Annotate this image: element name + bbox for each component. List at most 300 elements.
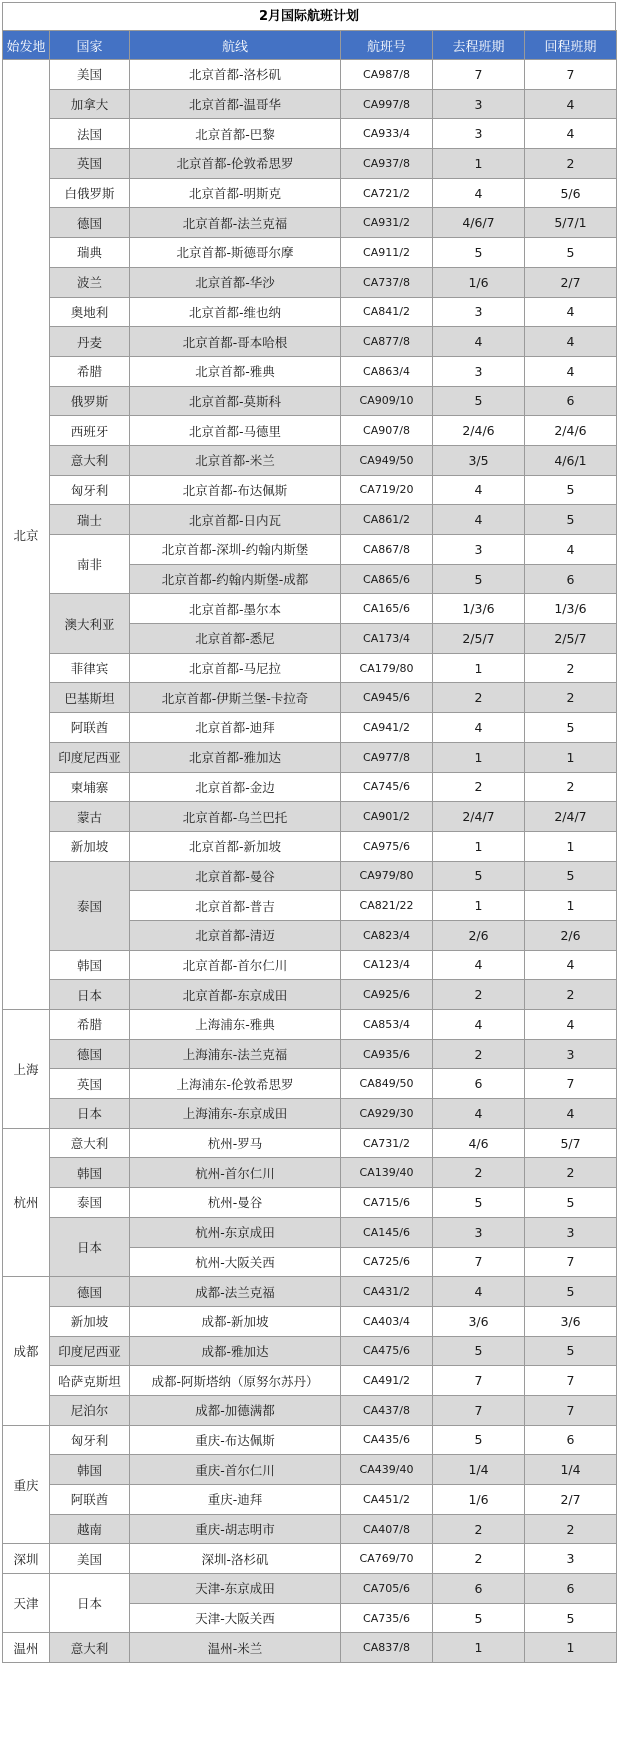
return-days-cell: 1: [525, 742, 617, 772]
outbound-days-cell: 7: [433, 1247, 525, 1277]
route-cell: 北京首都-布达佩斯: [130, 475, 341, 505]
flight-number-cell: CA439/40: [341, 1455, 433, 1485]
outbound-days-cell: 1/6: [433, 1485, 525, 1515]
return-days-cell: 2: [525, 683, 617, 713]
return-days-cell: 5: [525, 505, 617, 535]
table-row: [3, 1425, 617, 1455]
return-days-cell: 2: [525, 772, 617, 802]
table-row: [3, 1455, 617, 1485]
origin-cell: 天津: [3, 1574, 50, 1633]
country-cell: 阿联酋: [50, 1485, 130, 1515]
country-cell: 越南: [50, 1514, 130, 1544]
return-days-cell: 5/6: [525, 178, 617, 208]
outbound-days-cell: 2: [433, 1039, 525, 1069]
return-days-cell: 5: [525, 1336, 617, 1366]
route-cell: 北京首都-悉尼: [130, 624, 341, 654]
flight-number-cell: CA475/6: [341, 1336, 433, 1366]
country-cell: 英国: [50, 1069, 130, 1099]
table-row: [3, 1366, 617, 1396]
outbound-days-cell: 3: [433, 89, 525, 119]
outbound-days-cell: 5: [433, 861, 525, 891]
flight-number-cell: CA403/4: [341, 1306, 433, 1336]
outbound-days-cell: 5: [433, 1336, 525, 1366]
country-cell: 印度尼西亚: [50, 742, 130, 772]
outbound-days-cell: 5: [433, 1188, 525, 1218]
table-row: [3, 386, 617, 416]
country-cell: 白俄罗斯: [50, 178, 130, 208]
country-cell: 意大利: [50, 445, 130, 475]
route-cell: 杭州-东京成田: [130, 1217, 341, 1247]
return-days-cell: 2/5/7: [525, 624, 617, 654]
route-cell: 北京首都-法兰克福: [130, 208, 341, 238]
route-cell: 北京首都-金边: [130, 772, 341, 802]
country-cell: 意大利: [50, 1128, 130, 1158]
origin-cell: 温州: [3, 1633, 50, 1663]
country-cell: 尼泊尔: [50, 1395, 130, 1425]
flight-number-cell: CA737/8: [341, 267, 433, 297]
flight-number-cell: CA909/10: [341, 386, 433, 416]
flight-number-cell: CA949/50: [341, 445, 433, 475]
country-cell: 瑞典: [50, 238, 130, 268]
outbound-days-cell: 2: [433, 980, 525, 1010]
outbound-days-cell: 5: [433, 238, 525, 268]
country-cell: 匈牙利: [50, 1425, 130, 1455]
return-days-cell: 2: [525, 1514, 617, 1544]
origin-cell: 北京: [3, 60, 50, 1010]
flight-number-cell: CA933/4: [341, 119, 433, 149]
country-cell: 丹麦: [50, 327, 130, 357]
country-cell: 德国: [50, 208, 130, 238]
country-cell: 菲律宾: [50, 653, 130, 683]
route-cell: 北京首都-巴黎: [130, 119, 341, 149]
outbound-days-cell: 4: [433, 1277, 525, 1307]
country-cell: 俄罗斯: [50, 386, 130, 416]
return-days-cell: 5: [525, 1603, 617, 1633]
route-cell: 北京首都-迪拜: [130, 713, 341, 743]
table-row: [3, 356, 617, 386]
flight-number-cell: CA863/4: [341, 356, 433, 386]
outbound-days-cell: 4: [433, 950, 525, 980]
country-cell: 美国: [50, 1544, 130, 1574]
country-cell: 希腊: [50, 356, 130, 386]
country-cell: 西班牙: [50, 416, 130, 446]
return-days-cell: 1: [525, 891, 617, 921]
flight-number-cell: CA139/40: [341, 1158, 433, 1188]
outbound-days-cell: 2: [433, 772, 525, 802]
outbound-days-cell: 3: [433, 1217, 525, 1247]
outbound-days-cell: 1/4: [433, 1455, 525, 1485]
outbound-days-cell: 1/6: [433, 267, 525, 297]
table-row: [3, 772, 617, 802]
flight-number-cell: CA865/6: [341, 564, 433, 594]
outbound-days-cell: 3/5: [433, 445, 525, 475]
table-row: [3, 60, 617, 90]
outbound-days-cell: 2: [433, 1544, 525, 1574]
table-row: [3, 1128, 617, 1158]
return-days-cell: 5: [525, 1277, 617, 1307]
page-title: 2月国际航班计划: [2, 2, 616, 30]
flight-number-cell: CA935/6: [341, 1039, 433, 1069]
route-cell: 北京首都-维也纳: [130, 297, 341, 327]
route-cell: 北京首都-明斯克: [130, 178, 341, 208]
table-row: [3, 713, 617, 743]
flight-number-cell: CA715/6: [341, 1188, 433, 1218]
flight-number-cell: CA907/8: [341, 416, 433, 446]
table-row: [3, 594, 617, 624]
flight-number-cell: CA407/8: [341, 1514, 433, 1544]
flight-number-cell: CA911/2: [341, 238, 433, 268]
country-cell: 德国: [50, 1277, 130, 1307]
table-row: [3, 1544, 617, 1574]
flight-number-cell: CA925/6: [341, 980, 433, 1010]
outbound-days-cell: 3: [433, 535, 525, 565]
flight-number-cell: CA735/6: [341, 1603, 433, 1633]
return-days-cell: 7: [525, 1395, 617, 1425]
outbound-days-cell: 1: [433, 831, 525, 861]
return-days-cell: 3: [525, 1544, 617, 1574]
route-cell: 深圳-洛杉矶: [130, 1544, 341, 1574]
origin-cell: 深圳: [3, 1544, 50, 1574]
return-days-cell: 2/6: [525, 920, 617, 950]
country-cell: 希腊: [50, 1010, 130, 1040]
route-cell: 重庆-布达佩斯: [130, 1425, 341, 1455]
outbound-days-cell: 4: [433, 327, 525, 357]
table-row: [3, 149, 617, 179]
route-cell: 重庆-首尔仁川: [130, 1455, 341, 1485]
table-row: [3, 653, 617, 683]
country-cell: 新加坡: [50, 1306, 130, 1336]
return-days-cell: 1: [525, 831, 617, 861]
flight-number-cell: CA987/8: [341, 60, 433, 90]
country-cell: 日本: [50, 980, 130, 1010]
country-cell: 波兰: [50, 267, 130, 297]
flight-number-cell: CA769/70: [341, 1544, 433, 1574]
route-cell: 上海浦东-法兰克福: [130, 1039, 341, 1069]
outbound-days-cell: 2/5/7: [433, 624, 525, 654]
route-cell: 成都-加德满都: [130, 1395, 341, 1425]
table-row: [3, 208, 617, 238]
header-outbound-days: 去程班期: [433, 31, 525, 60]
outbound-days-cell: 6: [433, 1069, 525, 1099]
return-days-cell: 4: [525, 89, 617, 119]
flight-number-cell: CA979/80: [341, 861, 433, 891]
table-row: [3, 416, 617, 446]
table-row: [3, 831, 617, 861]
outbound-days-cell: 4: [433, 475, 525, 505]
table-row: [3, 1277, 617, 1307]
outbound-days-cell: 2/6: [433, 920, 525, 950]
country-cell: 哈萨克斯坦: [50, 1366, 130, 1396]
country-cell: 瑞士: [50, 505, 130, 535]
route-cell: 北京首都-斯德哥尔摩: [130, 238, 341, 268]
country-cell: 英国: [50, 149, 130, 179]
flight-number-cell: CA725/6: [341, 1247, 433, 1277]
outbound-days-cell: 2/4/7: [433, 802, 525, 832]
return-days-cell: 6: [525, 564, 617, 594]
route-cell: 北京首都-乌兰巴托: [130, 802, 341, 832]
route-cell: 上海浦东-东京成田: [130, 1099, 341, 1129]
return-days-cell: 4: [525, 950, 617, 980]
outbound-days-cell: 2/4/6: [433, 416, 525, 446]
return-days-cell: 2: [525, 149, 617, 179]
country-cell: 蒙古: [50, 802, 130, 832]
header-flight-number: 航班号: [341, 31, 433, 60]
outbound-days-cell: 2: [433, 683, 525, 713]
table-row: [3, 119, 617, 149]
return-days-cell: 2: [525, 980, 617, 1010]
route-cell: 北京首都-雅典: [130, 356, 341, 386]
route-cell: 北京首都-深圳-约翰内斯堡: [130, 535, 341, 565]
outbound-days-cell: 4/6: [433, 1128, 525, 1158]
route-cell: 杭州-曼谷: [130, 1188, 341, 1218]
route-cell: 北京首都-米兰: [130, 445, 341, 475]
route-cell: 上海浦东-伦敦希思罗: [130, 1069, 341, 1099]
route-cell: 北京首都-普吉: [130, 891, 341, 921]
country-cell: 阿联酋: [50, 713, 130, 743]
table-row: [3, 1099, 617, 1129]
outbound-days-cell: 5: [433, 1603, 525, 1633]
return-days-cell: 4: [525, 1010, 617, 1040]
return-days-cell: 1/3/6: [525, 594, 617, 624]
return-days-cell: 7: [525, 60, 617, 90]
route-cell: 北京首都-约翰内斯堡-成都: [130, 564, 341, 594]
outbound-days-cell: 4: [433, 505, 525, 535]
return-days-cell: 2/7: [525, 267, 617, 297]
route-cell: 成都-雅加达: [130, 1336, 341, 1366]
route-cell: 北京首都-墨尔本: [130, 594, 341, 624]
table-row: [3, 297, 617, 327]
flight-number-cell: CA977/8: [341, 742, 433, 772]
country-cell: 加拿大: [50, 89, 130, 119]
flight-number-cell: CA731/2: [341, 1128, 433, 1158]
table-row: [3, 267, 617, 297]
outbound-days-cell: 1: [433, 742, 525, 772]
flight-number-cell: CA145/6: [341, 1217, 433, 1247]
route-cell: 北京首都-哥本哈根: [130, 327, 341, 357]
route-cell: 北京首都-马德里: [130, 416, 341, 446]
return-days-cell: 4: [525, 297, 617, 327]
country-cell: 日本: [50, 1217, 130, 1276]
table-row: [3, 1306, 617, 1336]
flight-schedule: [2, 2, 616, 1663]
flight-number-cell: CA853/4: [341, 1010, 433, 1040]
outbound-days-cell: 2: [433, 1158, 525, 1188]
country-cell: 日本: [50, 1574, 130, 1633]
table-row: [3, 1633, 617, 1663]
header-origin: 始发地: [3, 31, 50, 60]
outbound-days-cell: 7: [433, 1366, 525, 1396]
return-days-cell: 3: [525, 1217, 617, 1247]
country-cell: 泰国: [50, 861, 130, 950]
route-cell: 杭州-罗马: [130, 1128, 341, 1158]
route-cell: 北京首都-清迈: [130, 920, 341, 950]
route-cell: 北京首都-日内瓦: [130, 505, 341, 535]
outbound-days-cell: 1: [433, 653, 525, 683]
flight-number-cell: CA179/80: [341, 653, 433, 683]
country-cell: 日本: [50, 1099, 130, 1129]
table-row: [3, 1158, 617, 1188]
outbound-days-cell: 4: [433, 1010, 525, 1040]
country-cell: 泰国: [50, 1188, 130, 1218]
table-row: [3, 1574, 617, 1604]
route-cell: 北京首都-伦敦希思罗: [130, 149, 341, 179]
return-days-cell: 4: [525, 356, 617, 386]
header-country: 国家: [50, 31, 130, 60]
table-row: [3, 535, 617, 565]
table-row: [3, 980, 617, 1010]
return-days-cell: 2/4/6: [525, 416, 617, 446]
return-days-cell: 5: [525, 861, 617, 891]
route-cell: 成都-法兰克福: [130, 1277, 341, 1307]
table-row: [3, 89, 617, 119]
header-return-days: 回程班期: [525, 31, 617, 60]
return-days-cell: 7: [525, 1366, 617, 1396]
route-cell: 北京首都-首尔仁川: [130, 950, 341, 980]
return-days-cell: 5: [525, 713, 617, 743]
flight-number-cell: CA721/2: [341, 178, 433, 208]
outbound-days-cell: 1: [433, 891, 525, 921]
table-row: [3, 327, 617, 357]
flight-number-cell: CA877/8: [341, 327, 433, 357]
outbound-days-cell: 7: [433, 1395, 525, 1425]
outbound-days-cell: 1: [433, 1633, 525, 1663]
flight-number-cell: CA901/2: [341, 802, 433, 832]
flight-table: [2, 30, 617, 1663]
outbound-days-cell: 4: [433, 178, 525, 208]
flight-number-cell: CA705/6: [341, 1574, 433, 1604]
flight-number-cell: CA821/22: [341, 891, 433, 921]
route-cell: 北京首都-曼谷: [130, 861, 341, 891]
table-row: [3, 1069, 617, 1099]
flight-number-cell: CA849/50: [341, 1069, 433, 1099]
outbound-days-cell: 6: [433, 1574, 525, 1604]
table-row: [3, 475, 617, 505]
table-row: [3, 178, 617, 208]
outbound-days-cell: 1/3/6: [433, 594, 525, 624]
country-cell: 南非: [50, 535, 130, 594]
header-route: 航线: [130, 31, 341, 60]
table-row: [3, 742, 617, 772]
return-days-cell: 4: [525, 1099, 617, 1129]
outbound-days-cell: 5: [433, 564, 525, 594]
outbound-days-cell: 5: [433, 1425, 525, 1455]
return-days-cell: 3/6: [525, 1306, 617, 1336]
route-cell: 北京首都-新加坡: [130, 831, 341, 861]
country-cell: 意大利: [50, 1633, 130, 1663]
outbound-days-cell: 3: [433, 119, 525, 149]
country-cell: 法国: [50, 119, 130, 149]
return-days-cell: 5: [525, 238, 617, 268]
outbound-days-cell: 3: [433, 297, 525, 327]
return-days-cell: 5/7: [525, 1128, 617, 1158]
table-row: [3, 1395, 617, 1425]
return-days-cell: 4/6/1: [525, 445, 617, 475]
country-cell: 印度尼西亚: [50, 1336, 130, 1366]
flight-number-cell: CA841/2: [341, 297, 433, 327]
table-row: [3, 238, 617, 268]
table-row: [3, 505, 617, 535]
origin-cell: 成都: [3, 1277, 50, 1425]
route-cell: 成都-新加坡: [130, 1306, 341, 1336]
route-cell: 北京首都-莫斯科: [130, 386, 341, 416]
flight-number-cell: CA437/8: [341, 1395, 433, 1425]
table-row: [3, 1217, 617, 1247]
country-cell: 澳大利亚: [50, 594, 130, 653]
return-days-cell: 4: [525, 327, 617, 357]
route-cell: 北京首都-华沙: [130, 267, 341, 297]
flight-number-cell: CA997/8: [341, 89, 433, 119]
country-cell: 奥地利: [50, 297, 130, 327]
outbound-days-cell: 5: [433, 386, 525, 416]
country-cell: 匈牙利: [50, 475, 130, 505]
flight-number-cell: CA431/2: [341, 1277, 433, 1307]
route-cell: 上海浦东-雅典: [130, 1010, 341, 1040]
table-row: [3, 445, 617, 475]
return-days-cell: 4: [525, 535, 617, 565]
route-cell: 温州-米兰: [130, 1633, 341, 1663]
outbound-days-cell: 3/6: [433, 1306, 525, 1336]
flight-number-cell: CA929/30: [341, 1099, 433, 1129]
flight-number-cell: CA123/4: [341, 950, 433, 980]
country-cell: 韩国: [50, 1158, 130, 1188]
route-cell: 杭州-首尔仁川: [130, 1158, 341, 1188]
table-row: [3, 1188, 617, 1218]
return-days-cell: 1: [525, 1633, 617, 1663]
outbound-days-cell: 4/6/7: [433, 208, 525, 238]
return-days-cell: 5: [525, 1188, 617, 1218]
return-days-cell: 2/7: [525, 1485, 617, 1515]
flight-number-cell: CA435/6: [341, 1425, 433, 1455]
country-cell: 美国: [50, 60, 130, 90]
flight-number-cell: CA867/8: [341, 535, 433, 565]
return-days-cell: 6: [525, 386, 617, 416]
flight-number-cell: CA823/4: [341, 920, 433, 950]
route-cell: 杭州-大阪关西: [130, 1247, 341, 1277]
country-cell: 巴基斯坦: [50, 683, 130, 713]
flight-number-cell: CA491/2: [341, 1366, 433, 1396]
outbound-days-cell: 4: [433, 713, 525, 743]
return-days-cell: 2: [525, 1158, 617, 1188]
table-row: [3, 950, 617, 980]
return-days-cell: 7: [525, 1247, 617, 1277]
outbound-days-cell: 2: [433, 1514, 525, 1544]
origin-cell: 重庆: [3, 1425, 50, 1544]
flight-number-cell: CA837/8: [341, 1633, 433, 1663]
outbound-days-cell: 4: [433, 1099, 525, 1129]
flight-number-cell: CA861/2: [341, 505, 433, 535]
route-cell: 重庆-迪拜: [130, 1485, 341, 1515]
flight-number-cell: CA173/4: [341, 624, 433, 654]
table-row: [3, 861, 617, 891]
route-cell: 北京首都-伊斯兰堡-卡拉奇: [130, 683, 341, 713]
route-cell: 天津-大阪关西: [130, 1603, 341, 1633]
return-days-cell: 2/4/7: [525, 802, 617, 832]
return-days-cell: 2: [525, 653, 617, 683]
route-cell: 天津-东京成田: [130, 1574, 341, 1604]
flight-number-cell: CA165/6: [341, 594, 433, 624]
route-cell: 北京首都-马尼拉: [130, 653, 341, 683]
table-row: [3, 683, 617, 713]
flight-number-cell: CA745/6: [341, 772, 433, 802]
origin-cell: 杭州: [3, 1128, 50, 1276]
route-cell: 北京首都-东京成田: [130, 980, 341, 1010]
return-days-cell: 7: [525, 1069, 617, 1099]
route-cell: 北京首都-洛杉矶: [130, 60, 341, 90]
flight-number-cell: CA941/2: [341, 713, 433, 743]
flight-number-cell: CA945/6: [341, 683, 433, 713]
country-cell: 德国: [50, 1039, 130, 1069]
outbound-days-cell: 1: [433, 149, 525, 179]
